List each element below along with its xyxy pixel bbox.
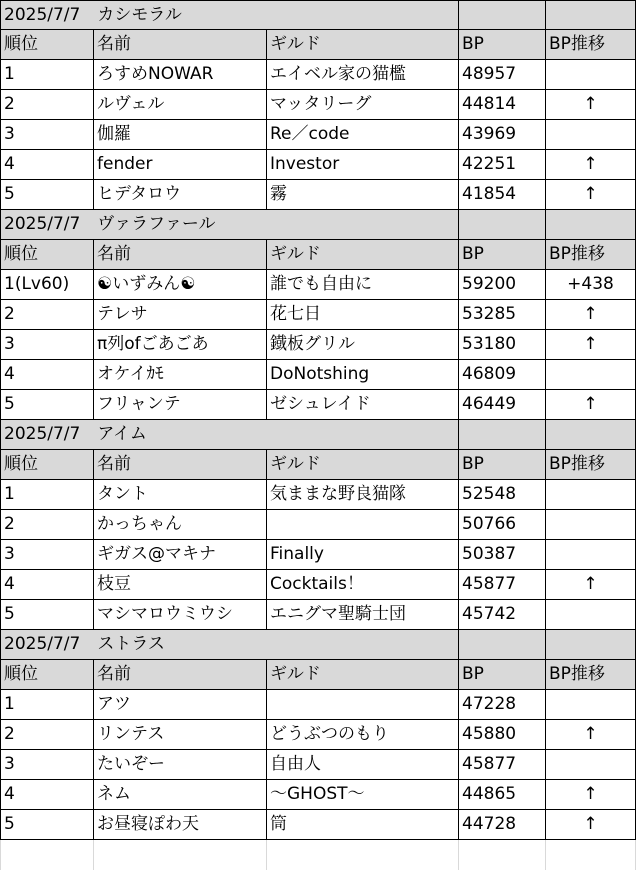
- bp-cell[interactable]: 50387: [459, 540, 546, 570]
- table-row: [0, 720, 641, 750]
- table-row: [0, 300, 641, 330]
- bp-trend-cell[interactable]: [546, 540, 636, 570]
- rank-cell[interactable]: 2: [0, 300, 94, 330]
- rank-cell[interactable]: 3: [0, 330, 94, 360]
- column-header[interactable]: 名前: [94, 30, 267, 60]
- column-header[interactable]: 順位: [0, 240, 94, 270]
- column-header[interactable]: BP: [459, 660, 546, 690]
- column-header[interactable]: 名前: [94, 450, 267, 480]
- column-header[interactable]: BP推移: [546, 660, 636, 690]
- bp-trend-cell[interactable]: ↑: [546, 150, 636, 180]
- empty-cell[interactable]: [267, 840, 459, 870]
- name-cell[interactable]: 伽羅: [94, 120, 267, 150]
- rank-cell[interactable]: 1: [0, 480, 94, 510]
- bp-trend-cell[interactable]: [546, 600, 636, 630]
- bp-cell[interactable]: 45742: [459, 600, 546, 630]
- name-cell[interactable]: ろすめNOWAR: [94, 60, 267, 90]
- bp-trend-cell[interactable]: ↑: [546, 780, 636, 810]
- name-cell[interactable]: π列ofごあごあ: [94, 330, 267, 360]
- name-cell[interactable]: ギガス@マキナ: [94, 540, 267, 570]
- guild-cell[interactable]: マッタリーグ: [267, 90, 459, 120]
- guild-cell[interactable]: 自由人: [267, 750, 459, 780]
- bp-trend-cell[interactable]: [546, 690, 636, 720]
- section-title[interactable]: 2025/7/7 アイム: [0, 420, 459, 450]
- bp-trend-cell[interactable]: ↑: [546, 90, 636, 120]
- table-row: [0, 540, 641, 570]
- bp-trend-cell[interactable]: [546, 480, 636, 510]
- bp-cell[interactable]: 53180: [459, 330, 546, 360]
- column-header[interactable]: BP推移: [546, 240, 636, 270]
- table-row: [0, 180, 641, 210]
- bp-trend-cell[interactable]: [546, 120, 636, 150]
- column-header-row: [0, 240, 641, 270]
- rank-cell[interactable]: 1: [0, 60, 94, 90]
- rank-cell[interactable]: 2: [0, 90, 94, 120]
- table-row: [0, 120, 641, 150]
- table-row: [0, 810, 641, 840]
- guild-cell[interactable]: 霧: [267, 180, 459, 210]
- column-header[interactable]: BP推移: [546, 450, 636, 480]
- name-cell[interactable]: フリャンテ: [94, 390, 267, 420]
- rank-cell[interactable]: 3: [0, 750, 94, 780]
- bp-cell[interactable]: 52548: [459, 480, 546, 510]
- empty-cell[interactable]: [459, 210, 546, 240]
- rank-cell[interactable]: 5: [0, 180, 94, 210]
- column-header[interactable]: 名前: [94, 660, 267, 690]
- name-cell[interactable]: リンテス: [94, 720, 267, 750]
- guild-cell[interactable]: どうぶつのもり: [267, 720, 459, 750]
- name-cell[interactable]: お昼寝ぽわ天: [94, 810, 267, 840]
- bp-trend-cell[interactable]: +438: [546, 270, 636, 300]
- name-cell[interactable]: テレサ: [94, 300, 267, 330]
- rank-cell[interactable]: 4: [0, 570, 94, 600]
- empty-cell[interactable]: [459, 630, 546, 660]
- column-header[interactable]: BP: [459, 30, 546, 60]
- column-header[interactable]: BP: [459, 450, 546, 480]
- rank-cell[interactable]: 2: [0, 510, 94, 540]
- section-title-row: [0, 210, 641, 240]
- column-header-row: [0, 450, 641, 480]
- table-row: [0, 390, 641, 420]
- guild-cell[interactable]: [267, 690, 459, 720]
- bp-trend-cell[interactable]: ↑: [546, 330, 636, 360]
- name-cell[interactable]: かっちゃん: [94, 510, 267, 540]
- table-row: [0, 150, 641, 180]
- bp-cell[interactable]: 43969: [459, 120, 546, 150]
- table-row: [0, 570, 641, 600]
- column-header[interactable]: BP推移: [546, 30, 636, 60]
- guild-cell[interactable]: Finally: [267, 540, 459, 570]
- column-header[interactable]: ギルド: [267, 660, 459, 690]
- rank-cell[interactable]: 5: [0, 390, 94, 420]
- table-row: [0, 330, 641, 360]
- bp-cell[interactable]: 44865: [459, 780, 546, 810]
- empty-cell[interactable]: [459, 840, 546, 870]
- rank-cell[interactable]: 4: [0, 780, 94, 810]
- table-row: [0, 600, 641, 630]
- section-title-row: [0, 420, 641, 450]
- bp-trend-cell[interactable]: ↑: [546, 390, 636, 420]
- section-title[interactable]: 2025/7/7 ヴァラファール: [0, 210, 459, 240]
- bp-cell[interactable]: 50766: [459, 510, 546, 540]
- name-cell[interactable]: たいぞー: [94, 750, 267, 780]
- bp-cell[interactable]: 45877: [459, 570, 546, 600]
- column-header[interactable]: BP: [459, 240, 546, 270]
- bp-cell[interactable]: 59200: [459, 270, 546, 300]
- bp-trend-cell[interactable]: [546, 60, 636, 90]
- name-cell[interactable]: ヒデタロウ: [94, 180, 267, 210]
- rank-cell[interactable]: 3: [0, 540, 94, 570]
- bp-cell[interactable]: 45880: [459, 720, 546, 750]
- bp-cell[interactable]: 44728: [459, 810, 546, 840]
- bp-trend-cell[interactable]: ↑: [546, 720, 636, 750]
- guild-cell[interactable]: 花七日: [267, 300, 459, 330]
- table-row: [0, 750, 641, 780]
- name-cell[interactable]: アツ: [94, 690, 267, 720]
- guild-cell[interactable]: Cocktails！: [267, 570, 459, 600]
- bp-cell[interactable]: 48957: [459, 60, 546, 90]
- section-title[interactable]: 2025/7/7 ストラス: [0, 630, 459, 660]
- name-cell[interactable]: マシマロウミウシ: [94, 600, 267, 630]
- guild-cell[interactable]: 気ままな野良猫隊: [267, 480, 459, 510]
- bp-trend-cell[interactable]: ↑: [546, 810, 636, 840]
- bp-trend-cell[interactable]: [546, 360, 636, 390]
- column-header[interactable]: ギルド: [267, 450, 459, 480]
- guild-cell[interactable]: ゼシュレイド: [267, 390, 459, 420]
- rank-cell[interactable]: 1: [0, 690, 94, 720]
- empty-cell[interactable]: [459, 420, 546, 450]
- section-title[interactable]: 2025/7/7 カシモラル: [0, 0, 459, 30]
- table-row: [0, 60, 641, 90]
- guild-cell[interactable]: Investor: [267, 150, 459, 180]
- bp-cell[interactable]: 44814: [459, 90, 546, 120]
- column-header[interactable]: ギルド: [267, 240, 459, 270]
- guild-cell[interactable]: 鐡板グリル: [267, 330, 459, 360]
- guild-cell[interactable]: [267, 510, 459, 540]
- column-header[interactable]: 名前: [94, 240, 267, 270]
- guild-cell[interactable]: Re／code: [267, 120, 459, 150]
- bp-trend-cell[interactable]: [546, 510, 636, 540]
- empty-cell[interactable]: [546, 420, 636, 450]
- empty-cell[interactable]: [546, 0, 636, 30]
- bp-cell[interactable]: 53285: [459, 300, 546, 330]
- rank-cell[interactable]: 5: [0, 810, 94, 840]
- bp-cell[interactable]: 46809: [459, 360, 546, 390]
- rank-cell[interactable]: 3: [0, 120, 94, 150]
- guild-cell[interactable]: 筒: [267, 810, 459, 840]
- empty-cell[interactable]: [94, 840, 267, 870]
- empty-cell[interactable]: [546, 210, 636, 240]
- table-row: [0, 480, 641, 510]
- rank-cell[interactable]: 1(Lv60): [0, 270, 94, 300]
- bp-cell[interactable]: 47228: [459, 690, 546, 720]
- table-row: [0, 780, 641, 810]
- table-row: [0, 360, 641, 390]
- name-cell[interactable]: fender: [94, 150, 267, 180]
- empty-grid-row: [0, 840, 641, 870]
- column-header[interactable]: 順位: [0, 30, 94, 60]
- column-header-row: [0, 660, 641, 690]
- empty-cell[interactable]: [546, 840, 636, 870]
- rank-cell[interactable]: 4: [0, 150, 94, 180]
- empty-cell[interactable]: [459, 0, 546, 30]
- bp-cell[interactable]: 46449: [459, 390, 546, 420]
- column-header-row: [0, 30, 641, 60]
- table-row: [0, 690, 641, 720]
- rank-cell[interactable]: 2: [0, 720, 94, 750]
- table-row: [0, 90, 641, 120]
- section-title-row: [0, 0, 641, 30]
- guild-cell[interactable]: エニグマ聖騎士団: [267, 600, 459, 630]
- bp-cell[interactable]: 42251: [459, 150, 546, 180]
- rank-cell[interactable]: 4: [0, 360, 94, 390]
- name-cell[interactable]: タント: [94, 480, 267, 510]
- bp-trend-cell[interactable]: [546, 750, 636, 780]
- table-row: [0, 270, 641, 300]
- bp-cell[interactable]: 41854: [459, 180, 546, 210]
- bp-trend-cell[interactable]: ↑: [546, 570, 636, 600]
- table-row: [0, 510, 641, 540]
- bp-cell[interactable]: 45877: [459, 750, 546, 780]
- column-header[interactable]: 順位: [0, 450, 94, 480]
- empty-cell[interactable]: [0, 840, 94, 870]
- name-cell[interactable]: オケイｶﾓ: [94, 360, 267, 390]
- rank-cell[interactable]: 5: [0, 600, 94, 630]
- column-header[interactable]: 順位: [0, 660, 94, 690]
- bp-trend-cell[interactable]: ↑: [546, 300, 636, 330]
- name-cell[interactable]: ルヴェル: [94, 90, 267, 120]
- name-cell[interactable]: 枝豆: [94, 570, 267, 600]
- guild-cell[interactable]: 誰でも自由に: [267, 270, 459, 300]
- guild-cell[interactable]: DoNotshing: [267, 360, 459, 390]
- section-title-row: [0, 630, 641, 660]
- guild-cell[interactable]: エイベル家の猫檻: [267, 60, 459, 90]
- bp-trend-cell[interactable]: ↑: [546, 180, 636, 210]
- column-header[interactable]: ギルド: [267, 30, 459, 60]
- empty-cell[interactable]: [546, 630, 636, 660]
- name-cell[interactable]: ネム: [94, 780, 267, 810]
- guild-cell[interactable]: ～GHOST～: [267, 780, 459, 810]
- name-cell[interactable]: ☯いずみん☯: [94, 270, 267, 300]
